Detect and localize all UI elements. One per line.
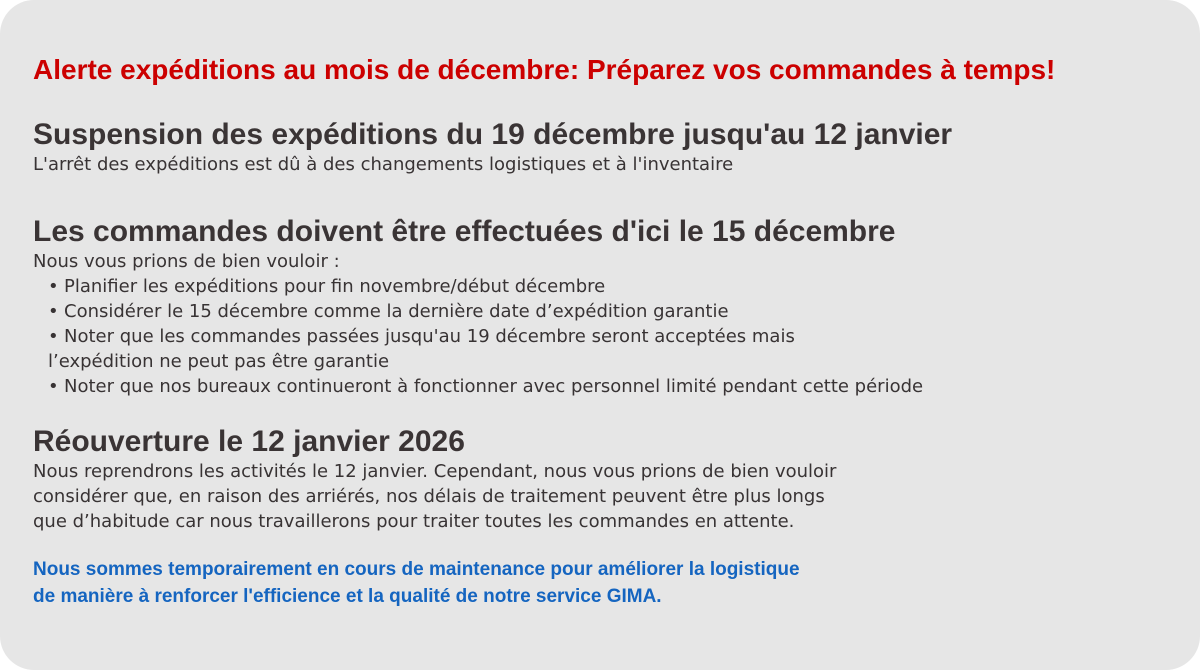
list-item-text: Noter que nos bureaux continueront à fonctionner avec personnel limité pendant cette période	[64, 376, 924, 397]
list-item	[48, 324, 1200, 349]
section-heading: Réouverture le 12 janvier 2026	[33, 425, 465, 458]
section-text: considérer que, en raison des arriérés, nos délais de traitement peuvent être plus longs	[33, 486, 825, 507]
list-item	[48, 274, 1200, 299]
bullet-icon: •	[48, 301, 59, 322]
notice-line: Nous sommes temporairement en cours de maintenance pour améliorer la logistique	[33, 559, 800, 580]
list-item-text: l’expédition ne peut pas être garantie	[48, 351, 390, 372]
section-heading: Suspension des expéditions du 19 décembre jusqu'au 12 janvier	[33, 118, 953, 151]
list-item	[48, 374, 1200, 399]
section-text: que d’habitude car nous travaillerons pour traiter toutes les commandes en attente.	[33, 511, 795, 532]
section-reopening	[33, 425, 1200, 534]
list-item	[48, 299, 1200, 324]
list-item-text: Noter que les commandes passées jusqu'au 19 décembre seront acceptées mais	[64, 326, 795, 347]
bullet-list	[33, 274, 1200, 399]
bullet-icon: •	[48, 326, 59, 347]
list-item-continuation	[48, 349, 1200, 374]
alert-headline: Alerte expéditions au mois de décembre: Préparez vos commandes à temps!	[33, 54, 1056, 85]
list-item-text: Considérer le 15 décembre comme la dernière date d’expédition garantie	[64, 301, 729, 322]
section-heading: Les commandes doivent être effectuées d'ici le 15 décembre	[33, 215, 896, 248]
section-order-deadline	[33, 215, 1200, 399]
notice-line: de manière à renforcer l'efficience et la qualité de notre service GIMA.	[33, 586, 662, 607]
bullet-icon: •	[48, 276, 59, 297]
list-item-text: Planifier les expéditions pour fin novembre/début décembre	[64, 276, 606, 297]
section-suspension	[33, 118, 1200, 177]
bullet-icon: •	[48, 376, 59, 397]
section-text: Nous reprendrons les activités le 12 janvier. Cependant, nous vous prions de bien vouloir	[33, 461, 837, 482]
maintenance-notice	[33, 556, 1200, 610]
section-intro: Nous vous prions de bien vouloir :	[33, 251, 340, 272]
section-text: L'arrêt des expéditions est dû à des changements logistiques et à l'inventaire	[33, 154, 734, 175]
